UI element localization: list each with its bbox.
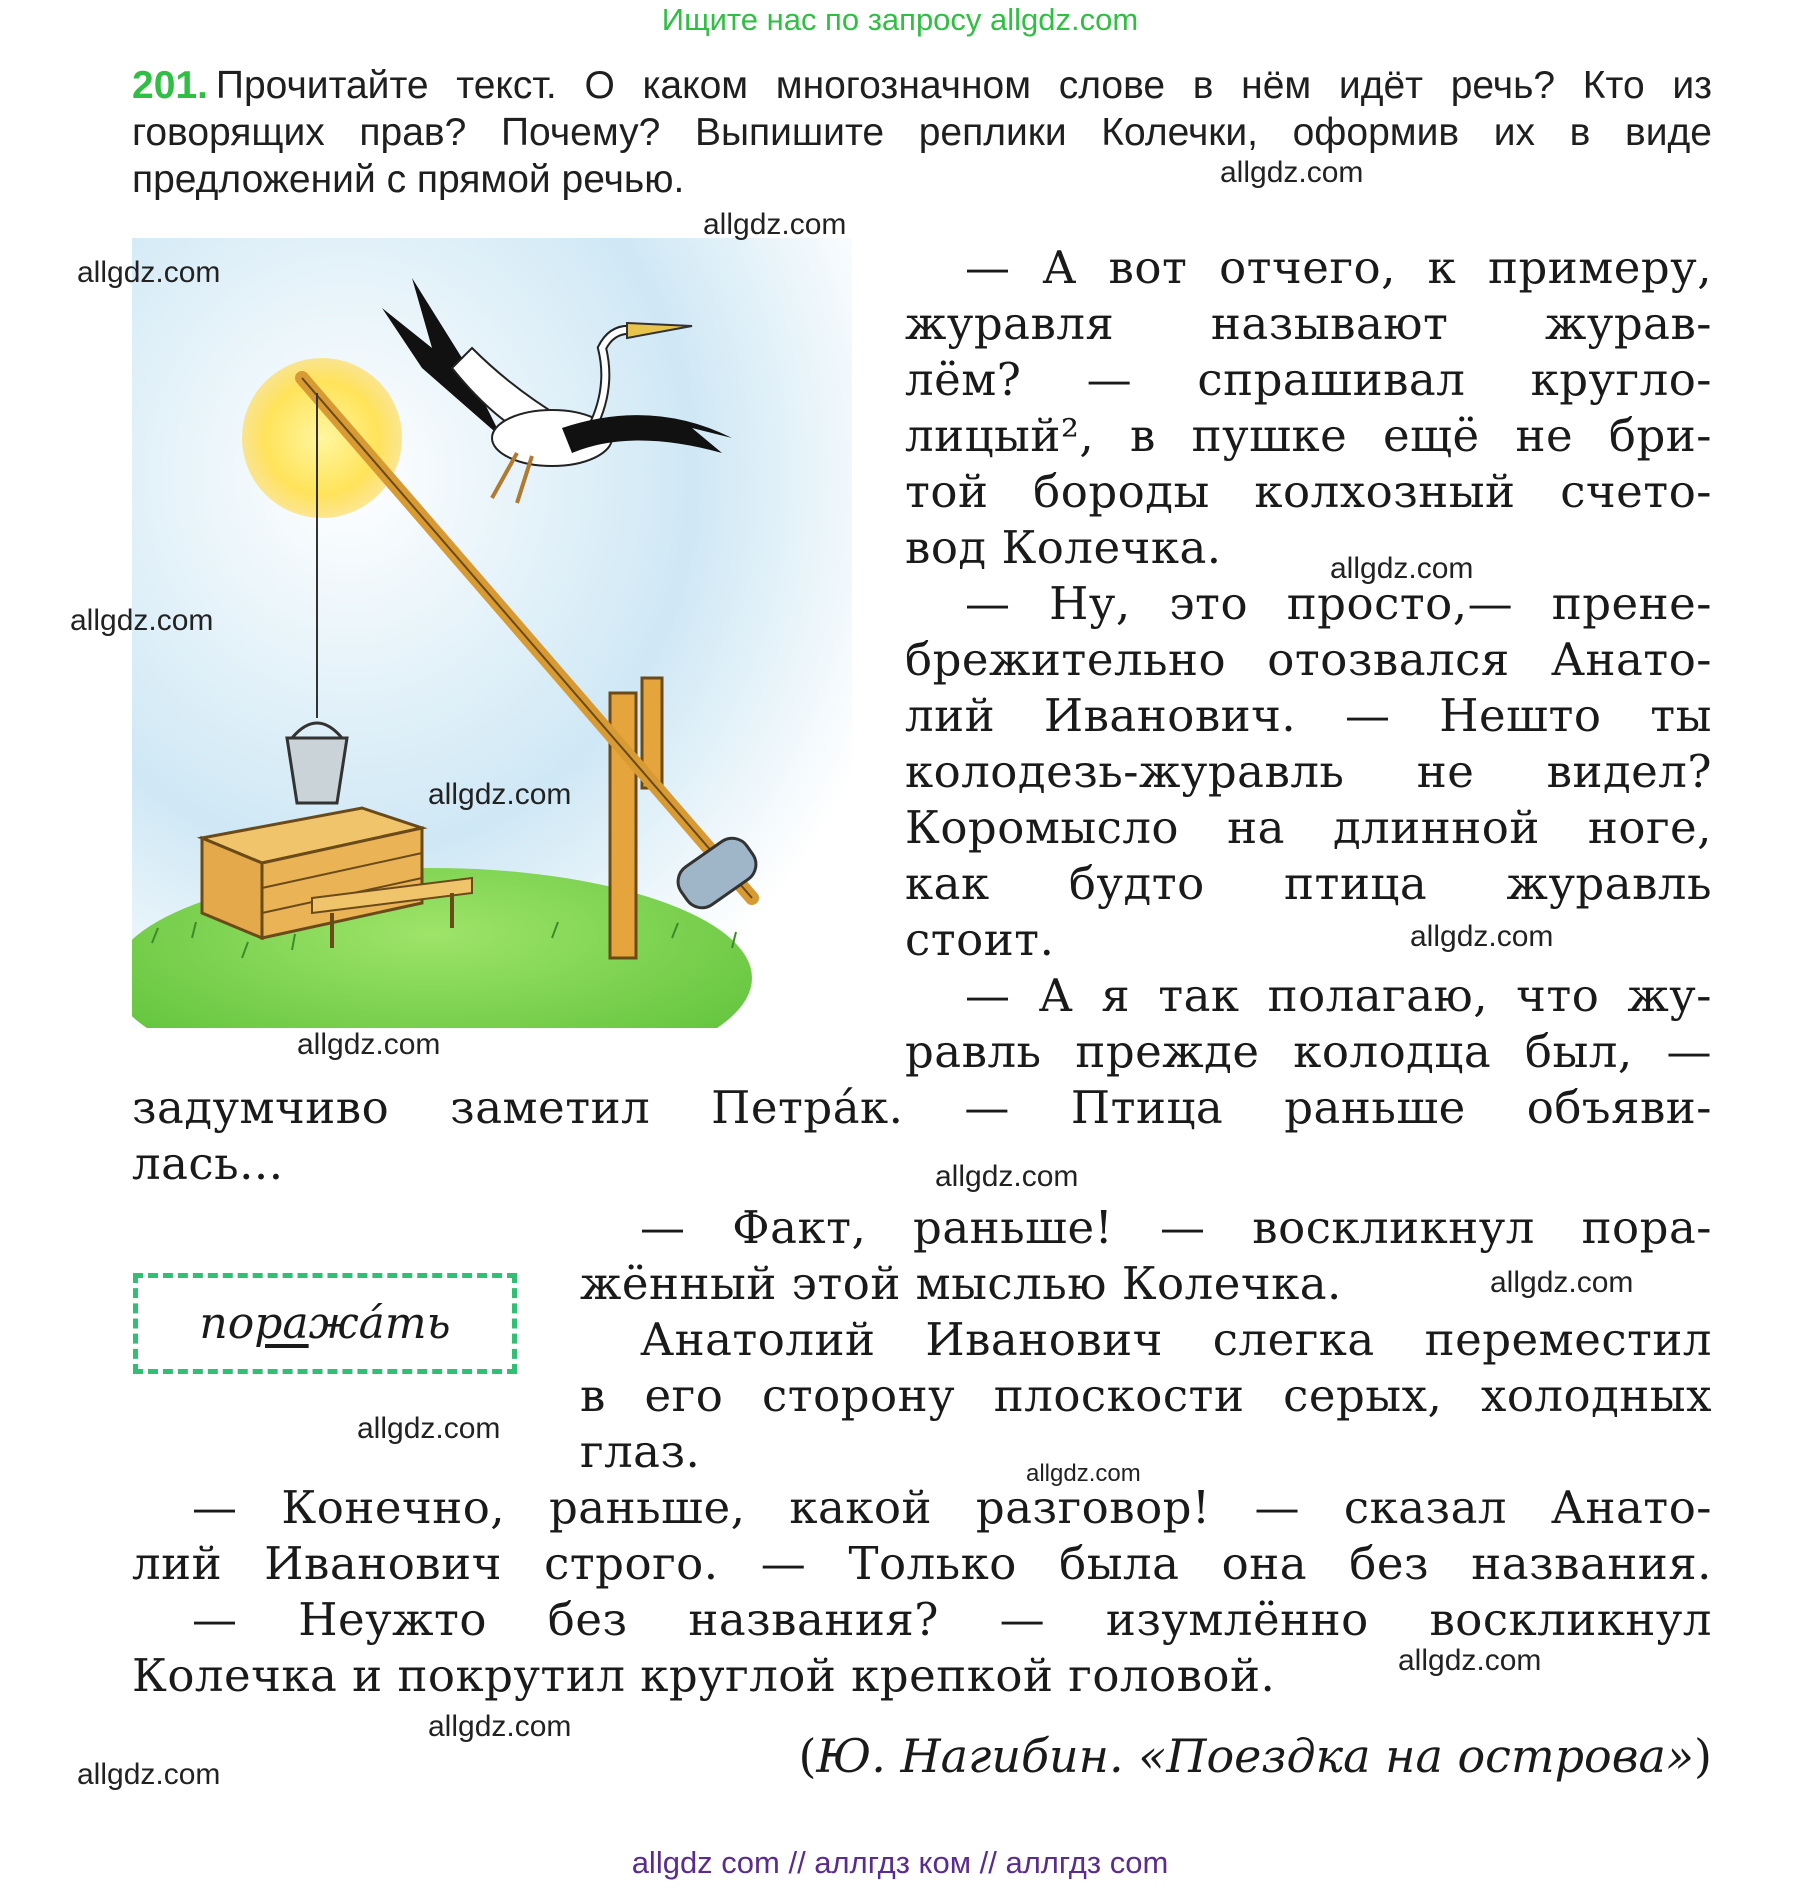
story-line: вод Колечка.: [905, 521, 1222, 574]
story-line: Колечка и покрутил круглой крепкой головой.: [132, 1649, 1276, 1702]
story-line: журавля называют журав-: [905, 297, 1712, 350]
watermark: allgdz.com: [1410, 920, 1554, 953]
search-hint-link[interactable]: Ищите нас по запросу allgdz.com: [661, 2, 1139, 37]
citation-text: Ю. Нагибин. «Поездка на острова»: [816, 1729, 1695, 1783]
story-line: лицый², в пушке ещё не бри-: [905, 409, 1712, 462]
story-line: — Неужто без названия? — изумлённо воскликнул: [192, 1593, 1712, 1646]
story-line: Анатолий Иванович слегка переместил: [640, 1313, 1712, 1366]
watermark: allgdz.com: [1398, 1644, 1542, 1677]
story-line: лий Иванович. — Нешто ты: [905, 689, 1712, 742]
story-line: Коромысло на длинной ноге,: [905, 801, 1712, 854]
task-number: 201.: [132, 64, 208, 107]
story-line: — Конечно, раньше, какой разговор! — сказал Анато-: [192, 1481, 1712, 1534]
watermark: allgdz.com: [77, 256, 221, 289]
story-line: — А вот отчего, к примеру,: [965, 241, 1712, 294]
story-line: брежительно отозвался Анато-: [905, 633, 1712, 686]
watermark: allgdz.com: [297, 1028, 441, 1061]
watermark: allgdz.com: [935, 1160, 1079, 1193]
story-line: лий Иванович строго. — Только была она без названия.: [132, 1537, 1712, 1590]
watermark: allgdz.com: [1220, 156, 1364, 189]
story-line: — Факт, раньше! — воскликнул пора-: [640, 1201, 1712, 1254]
vocab-part: жа́: [308, 1298, 385, 1349]
story-line: колодезь-журавль не видел?: [905, 745, 1712, 798]
source-citation: [690, 1728, 1712, 1784]
footer-links[interactable]: allgdz com // аллгдз ком // аллгдз com: [631, 1845, 1169, 1880]
vocab-unstressed-vowel: ра: [254, 1298, 309, 1349]
citation-close-paren: ): [1694, 1729, 1712, 1783]
story-line: той бороды колхозный счето-: [905, 465, 1712, 518]
watermark: allgdz.com: [703, 208, 847, 241]
watermark: allgdz.com: [428, 778, 572, 811]
watermark: allgdz.com: [1026, 1460, 1141, 1487]
story-line: как будто птица журавль: [905, 857, 1712, 910]
vocabulary-word-box: [133, 1273, 517, 1374]
well-crane-illustration: [132, 238, 852, 1028]
story-line: лём? — спрашивал кругло-: [905, 353, 1712, 406]
story-line: — А я так полагаю, что жу-: [965, 969, 1712, 1022]
vocab-part: ть: [384, 1298, 451, 1349]
story-line: стоит.: [905, 913, 1055, 966]
vocabulary-word: [138, 1278, 512, 1369]
watermark: allgdz.com: [1330, 552, 1474, 585]
watermark: allgdz.com: [357, 1412, 501, 1445]
story-line: — Ну, это просто,— прене-: [965, 577, 1712, 630]
story-line: равль прежде колодца был, —: [905, 1025, 1712, 1078]
sun-shape: [242, 358, 402, 518]
citation-open-paren: (: [798, 1729, 817, 1783]
vocab-part: по: [199, 1298, 255, 1349]
story-line: задумчиво заметил Петра́к. — Птица раньше объяви-: [132, 1081, 1712, 1134]
story-line: в его сторону плоскости серых, холодных: [580, 1369, 1712, 1422]
task-text: Прочитайте текст. О каком многозначном слове в нём идёт речь? Кто из говорящих прав? Почему? Выпишите реплики Колечки, оформив их в виде предложений с прямой речью.: [132, 64, 1712, 201]
story-line: лась...: [132, 1137, 284, 1190]
watermark: allgdz.com: [77, 1758, 221, 1791]
watermark: allgdz.com: [1490, 1266, 1634, 1299]
story-line: глаз.: [580, 1425, 701, 1478]
task-statement: [132, 62, 1712, 203]
story-line: жённый этой мыслью Колечка.: [580, 1257, 1342, 1310]
watermark: allgdz.com: [70, 604, 214, 637]
watermark: allgdz.com: [428, 1710, 572, 1743]
